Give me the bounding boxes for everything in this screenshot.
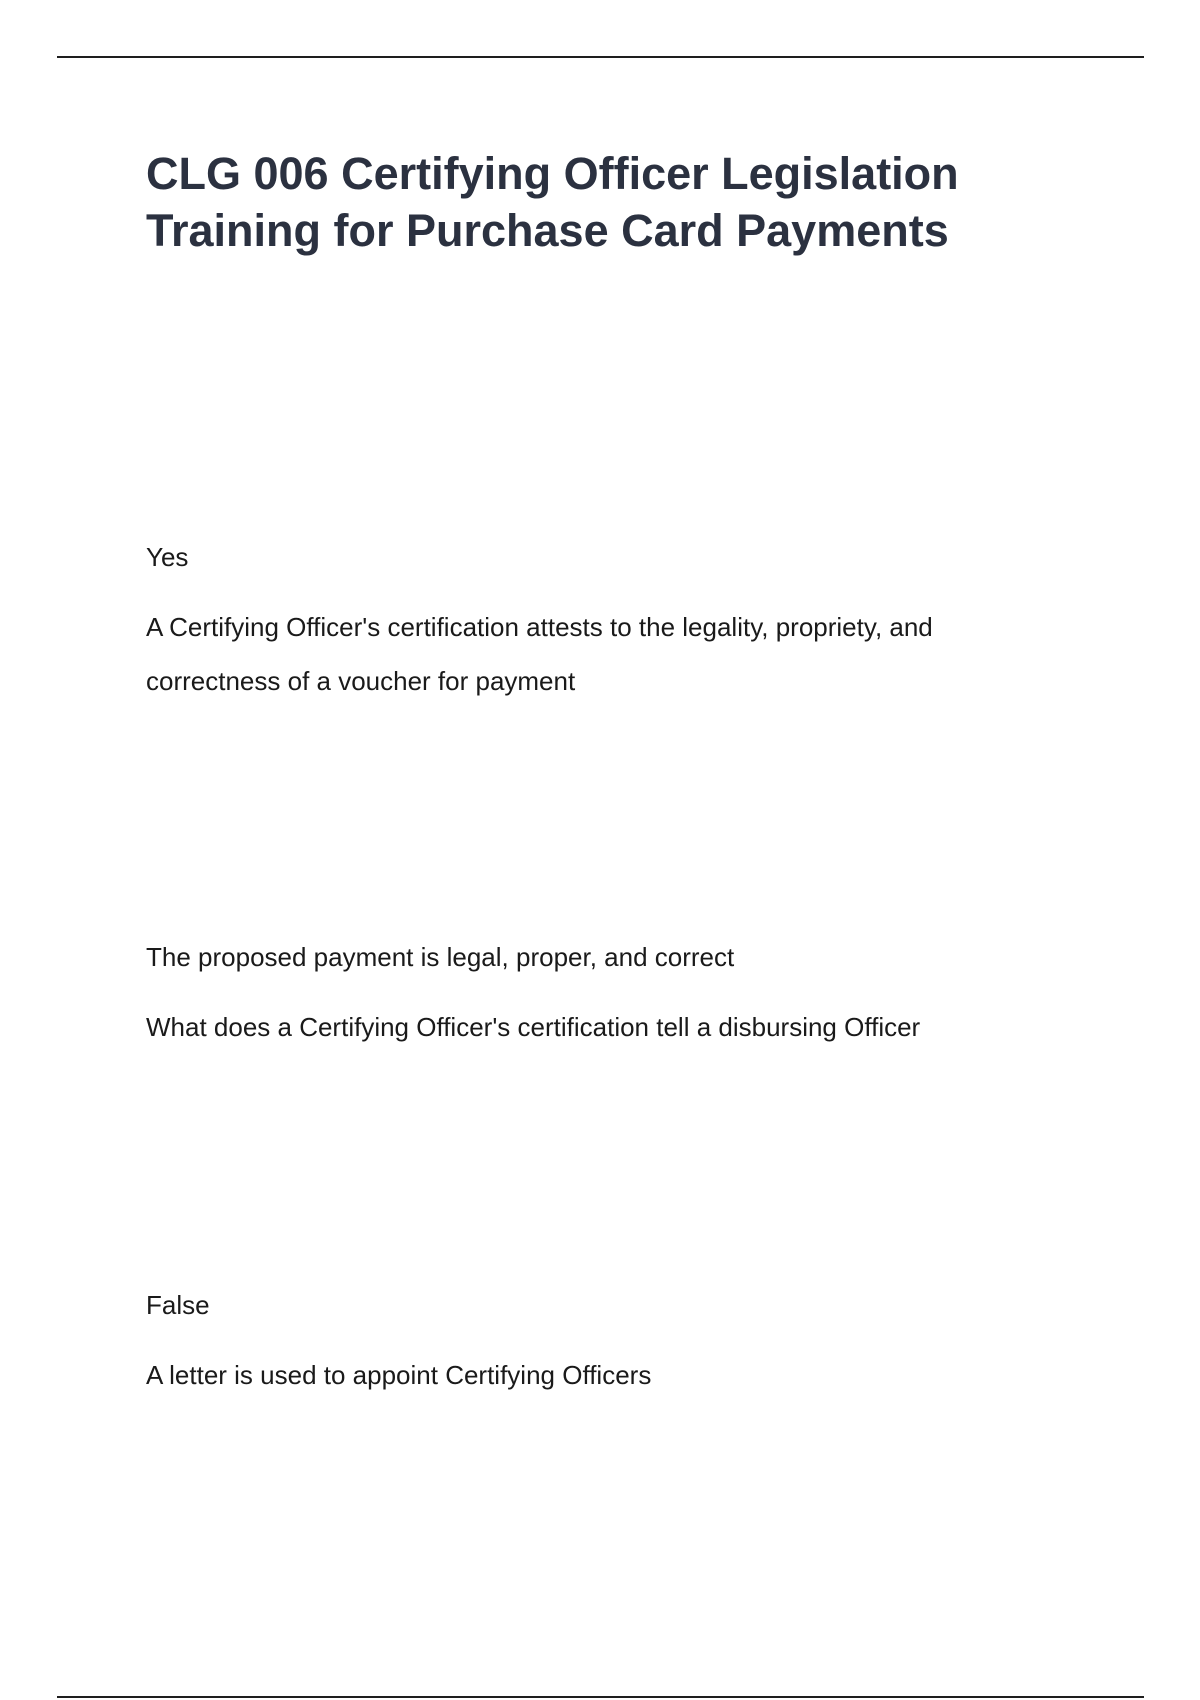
card-answer: Yes (146, 542, 189, 572)
page-title: CLG 006 Certifying Officer Legislation Training for Purchase Card Payments (146, 148, 959, 256)
card-answer: False (146, 1290, 210, 1320)
card-question: What does a Certifying Officer's certification tell a disbursing Officer (146, 1012, 921, 1042)
card-question: A Certifying Officer's certification attests to the legality, propriety, and correctness of a voucher for payment (146, 612, 933, 696)
card-question: A letter is used to appoint Certifying Officers (146, 1360, 652, 1390)
top-divider (57, 56, 1144, 58)
bottom-divider (57, 1696, 1144, 1698)
card-answer: The proposed payment is legal, proper, and correct (146, 942, 735, 972)
